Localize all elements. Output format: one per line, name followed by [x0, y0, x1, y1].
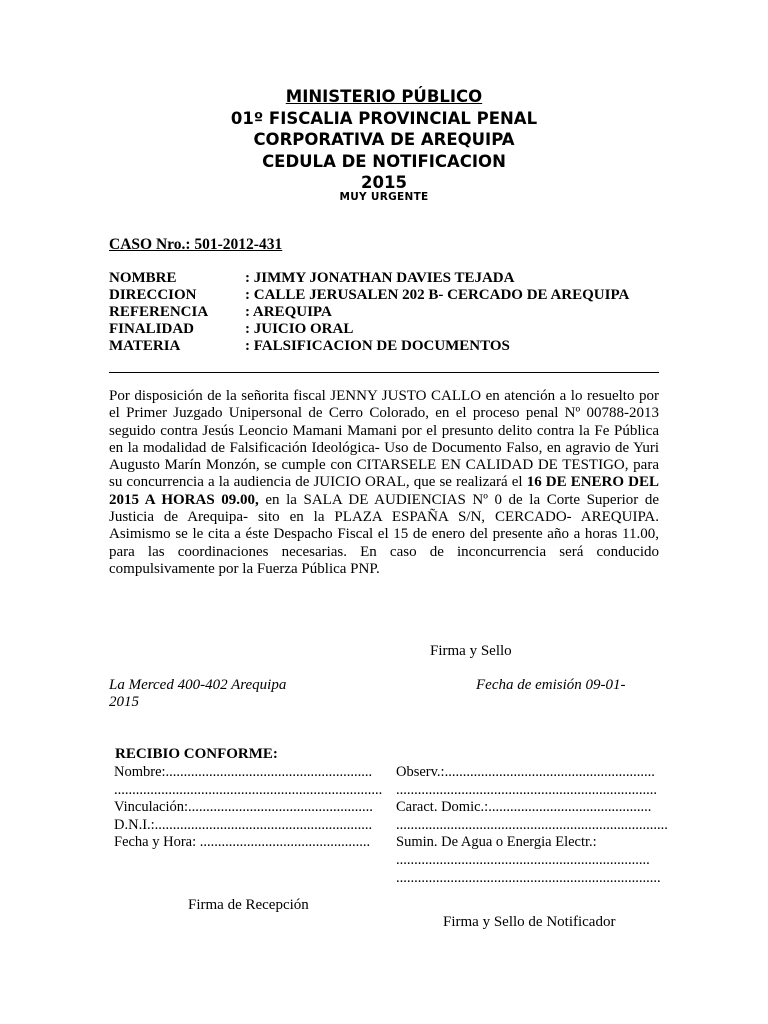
office-address: La Merced 400-402 Arequipa — [109, 677, 287, 693]
emission-date-year: 2015 — [109, 694, 139, 710]
field-value: : CALLE JERUSALEN 202 B- CERCADO DE AREQUIPA — [245, 287, 630, 303]
receipt-blank-line[interactable]: .......................................................................... — [114, 781, 383, 798]
signature-stamp-label: Firma y Sello — [430, 643, 512, 659]
urgency-label: MUY URGENTE — [339, 191, 429, 203]
receipt-name-line[interactable]: Nombre:......................................................... — [114, 764, 373, 780]
field-label: MATERIA — [109, 338, 181, 354]
field-value: : AREQUIPA — [245, 304, 332, 320]
notification-body — [109, 388, 659, 578]
section-divider — [109, 372, 659, 373]
ministry-title: MINISTERIO PÚBLICO — [285, 87, 483, 106]
receipt-title: RECIBIO CONFORME: — [115, 746, 278, 762]
field-label: DIRECCION — [109, 287, 197, 303]
emission-date-label: Fecha de emisión 09-01- — [476, 677, 626, 693]
case-number: CASO Nro.: 501-2012-431 — [109, 236, 283, 253]
receipt-relationship-line[interactable]: Vinculación:................................................... — [114, 799, 373, 816]
receipt-left-fields — [114, 764, 389, 852]
receipt-datetime-line[interactable]: Fecha y Hora: ............................................... — [114, 834, 371, 851]
receipt-right-fields — [396, 764, 671, 887]
field-value: : FALSIFICACION DE DOCUMENTOS — [245, 338, 510, 354]
office-title-line1: 01º FISCALIA PROVINCIAL PENAL — [230, 109, 538, 128]
receipt-utility-supply-line[interactable]: Sumin. De Agua o Energia Electr.: — [396, 834, 597, 851]
receipt-observations-line[interactable]: Observ.:.......................................................... — [396, 764, 655, 780]
office-title-line2: CORPORATIVA DE AREQUIPA — [253, 130, 515, 149]
receipt-blank-line[interactable]: ......................................................................... — [396, 869, 661, 886]
body-text-part1: Por disposición de la señorita fiscal JENNY JUSTO CALLO en atención a lo resuelto por el Primer Juzgado Unipersonal de Cerro Colorado, en el proceso penal Nº 00788-2013 seguido contra Jesús Leoncio Mamani Mamani por el presunto delito contra la Fe Pública en la modalidad de Falsificación Ideológica- Uso de Documento Falso, en agravio de Yuri Augusto Marín Monzón, se cumple con CITARSELE EN CALIDAD DE TESTIGO, para su concurrencia a la audiencia de JUICIO ORAL, que se realizará el — [109, 388, 659, 491]
receipt-domicile-line[interactable]: Caract. Domic.:............................................. — [396, 799, 652, 816]
receipt-blank-line[interactable]: ...................................................................... — [396, 851, 650, 868]
field-label: REFERENCIA — [109, 304, 209, 320]
document-year: 2015 — [361, 173, 407, 192]
field-value: : JUICIO ORAL — [245, 321, 354, 337]
reception-signature-label: Firma de Recepción — [188, 897, 309, 913]
document-type-title: CEDULA DE NOTIFICACION — [262, 152, 506, 171]
notifier-signature-label: Firma y Sello de Notificador — [443, 914, 616, 930]
field-label: FINALIDAD — [109, 321, 195, 337]
receipt-blank-line[interactable]: ........................................................................ — [396, 781, 657, 798]
receipt-blank-line[interactable]: ........................................................................... — [396, 816, 668, 833]
field-label: NOMBRE — [109, 270, 177, 286]
field-value: : JIMMY JONATHAN DAVIES TEJADA — [245, 270, 515, 286]
hearing-date: 16 DE ENERO DEL 2015 A HORAS 09.00, — [109, 474, 659, 508]
receipt-dni-line[interactable]: D.N.I.:............................................................ — [114, 816, 373, 833]
body-text-part2: en la SALA DE AUDIENCIAS Nº 0 de la Corte Superior de Justicia de Arequipa- sito en la PLAZA ESPAÑA S/N, CERCADO- AREQUIPA. Asimismo se le cita a éste Despacho Fiscal el 15 de enero del presente año a horas 11.00, para las coordinaciones necesarias. En caso de inconcurrencia será conducido compulsivamente por la Fuerza Pública PNP. — [109, 491, 659, 577]
